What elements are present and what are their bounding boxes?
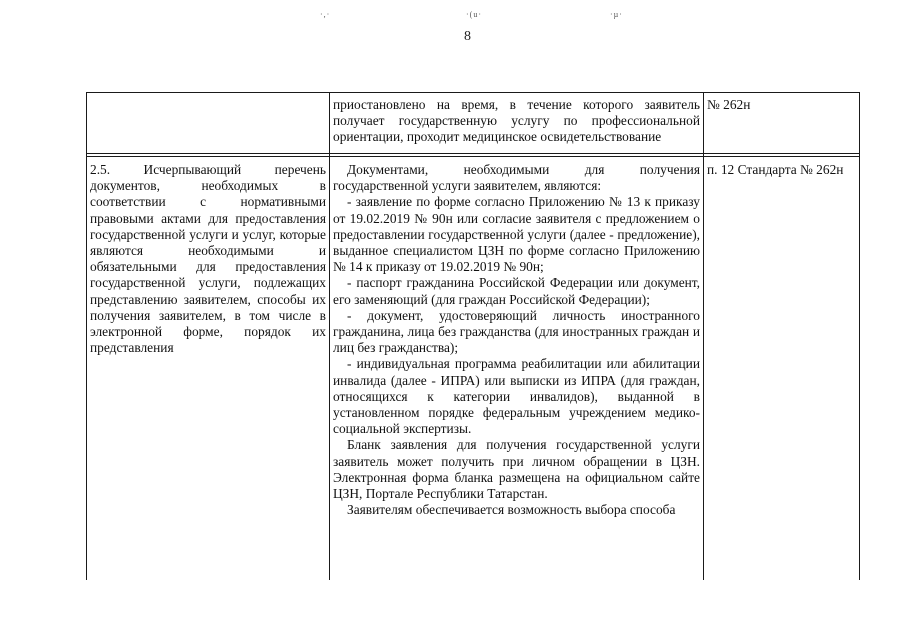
row2-description-cell <box>333 162 700 518</box>
scan-mark: ·,· <box>320 10 331 19</box>
paragraph: Документами, необходимыми для получения государственной услуги заявителем, являются: <box>333 162 700 194</box>
row1-description-cell <box>333 97 700 146</box>
scan-marks <box>0 10 905 24</box>
list-item: - документ, удостоверяющий личность иностранного гражданина, лица без гражданства (для иностранных граждан и лиц без гражданства); <box>333 307 700 356</box>
row1-reference-text: № 262н <box>707 97 751 112</box>
row-divider <box>86 156 860 157</box>
scan-mark: ·µ· <box>610 10 623 19</box>
table-left-border <box>86 92 87 580</box>
table-right-border <box>859 92 860 580</box>
row2-reference-text: п. 12 Стандарта № 262н <box>707 162 844 177</box>
page-number: 8 <box>464 29 471 44</box>
list-item: - паспорт гражданина Российской Федерации или документ, его заменяющий (для граждан Российской Федерации); <box>333 275 700 307</box>
list-item: - индивидуальная программа реабилитации или абилитации инвалида (далее - ИПРА) или выписки из ИПРА (для граждан, относящихся к категории инвалидов), выданной в установленном порядке федеральным учреждением медико-социальной экспертизы. <box>333 356 700 437</box>
row2-section-title: 2.5. Исчерпывающий перечень документов, необходимых в соответствии с нормативными правовыми актами для предоставления государственной услуги и услуг, которые являются необходимыми и обязательными для предоставления государственной услуги, подлежащих представлению заявителем, способы их получения заявителем, в том числе в электронной форме, порядок их представления <box>90 162 326 356</box>
list-item: - заявление по форме согласно Приложению № 13 к приказу от 19.02.2019 № 90н или согласие заявителя с предложением о предоставлении государственной услуги (далее - предложение), выданное специалистом ЦЗН по форме согласно Приложению № 14 к приказу от 19.02.2019 № 90н; <box>333 194 700 275</box>
table-top-border <box>86 92 860 93</box>
row2-reference-cell <box>707 162 857 178</box>
paragraph: Заявителям обеспечивается возможность выбора способа <box>347 502 676 518</box>
scan-mark: ·(u· <box>466 10 482 19</box>
row2-section-title-cell <box>90 162 326 356</box>
row1-reference-cell <box>707 97 857 113</box>
row-divider <box>86 153 860 154</box>
paragraph: Бланк заявления для получения государственной услуги заявитель может получить при личном обращении в ЦЗН. Электронная форма бланка размещена на официальном сайте ЦЗН, Портале Республики Татарстан. <box>333 437 700 502</box>
column-divider <box>329 92 330 580</box>
row1-description-text: приостановлено на время, в течение которого заявитель получает государственную услугу по профессиональной ориентации, проходит медицинское освидетельствование <box>333 97 700 145</box>
column-divider <box>703 92 704 580</box>
